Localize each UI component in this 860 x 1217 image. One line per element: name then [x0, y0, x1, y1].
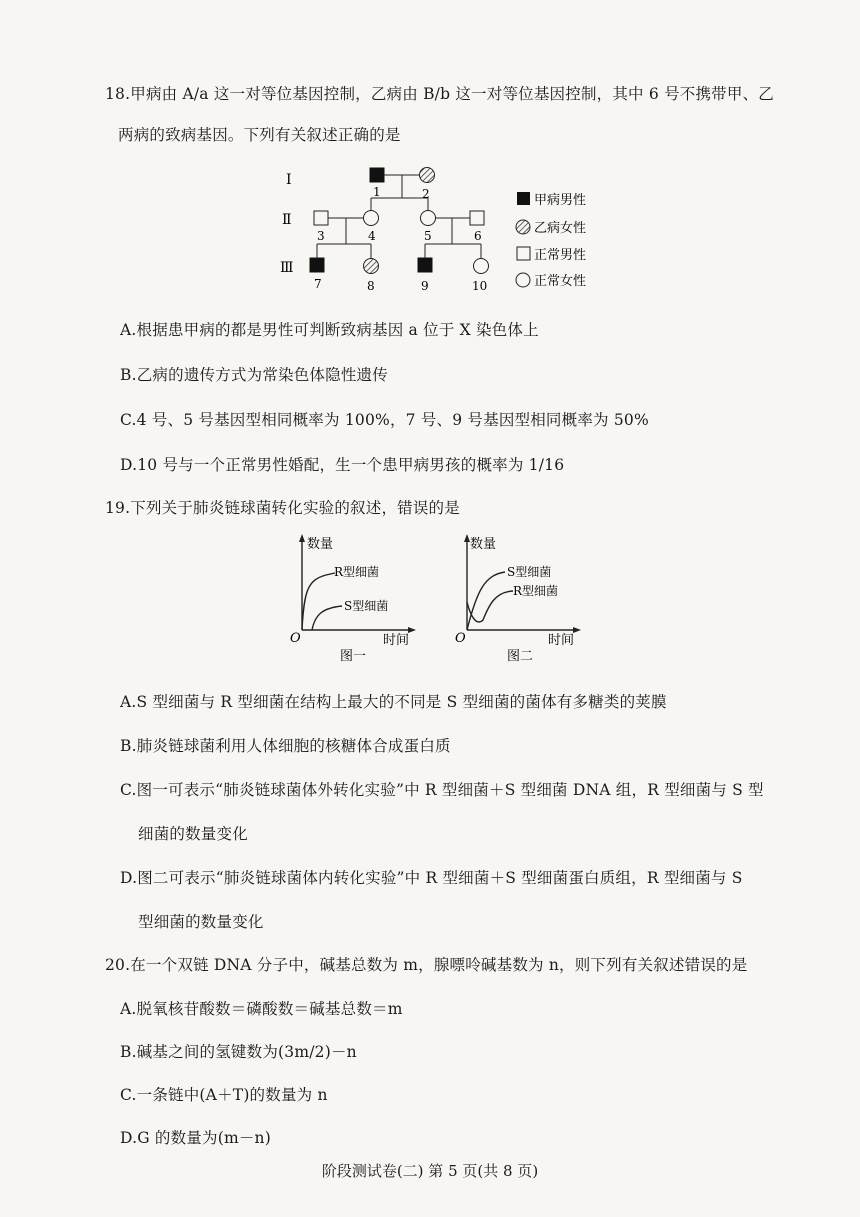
individual-9 [418, 258, 432, 272]
q20-stem: 20.在一个双链 DNA 分子中，碱基总数为 m，腺嘌呤碱基数为 n，则下列有关叙述错误的是 [105, 956, 748, 974]
individual-6 [470, 211, 484, 225]
legend-label-2: 乙病女性 [534, 221, 587, 236]
svg-text:7: 7 [314, 277, 322, 291]
individual-10 [474, 259, 489, 274]
fig1-s-curve [312, 606, 342, 630]
q18-option-c: C.4 号、5 号基因型相同概率为 100%，7 号、9 号基因型相同概率为 50% [120, 411, 649, 429]
q18-option-b: B.乙病的遗传方式为常染色体隐性遗传 [120, 366, 388, 384]
figure-2 [455, 530, 585, 670]
page-footer: 阶段测试卷(二) 第 5 页(共 8 页) [321, 1162, 539, 1180]
fig2-s-curve [467, 572, 505, 630]
svg-text:时间: 时间 [548, 633, 575, 648]
q20-option-d: D.G 的数量为(m－n) [120, 1129, 271, 1147]
gen-label-3: Ⅲ [280, 260, 294, 276]
figure-1 [290, 530, 420, 670]
legend-normal-female-icon [516, 273, 530, 287]
gen-label-2: Ⅱ [282, 212, 292, 228]
individual-3 [314, 211, 328, 225]
q20-option-b: B.碱基之间的氢键数为(3m/2)－n [120, 1043, 357, 1061]
svg-text:10: 10 [472, 279, 488, 293]
q19-option-d-line2: 型细菌的数量变化 [138, 913, 264, 931]
pedigree-chart [270, 158, 610, 298]
individual-5 [421, 211, 436, 226]
svg-text:R型细菌: R型细菌 [334, 565, 380, 579]
individual-2 [420, 168, 435, 183]
q19-option-c-line1: C.图一可表示“肺炎链球菌体外转化实验”中 R 型细菌＋S 型细菌 DNA 组，R 型细菌与 S 型 [120, 781, 764, 799]
q20-option-c: C.一条链中(A＋T)的数量为 n [120, 1086, 328, 1104]
svg-text:4: 4 [368, 229, 376, 243]
legend-affected-male-icon [517, 192, 530, 205]
q18-option-a: A.根据患甲病的都是男性可判断致病基因 a 位于 X 染色体上 [120, 321, 539, 339]
svg-text:9: 9 [421, 279, 429, 293]
svg-text:数量: 数量 [307, 537, 334, 552]
svg-text:图二: 图二 [507, 649, 534, 664]
svg-text:3: 3 [317, 229, 325, 243]
q18-stem-line1: 18.甲病由 A/a 这一对等位基因控制，乙病由 B/b 这一对等位基因控制，其中 6 号不携带甲、乙 [105, 85, 774, 103]
legend-normal-male-icon [517, 247, 530, 260]
svg-text:8: 8 [367, 279, 375, 293]
legend-label-1: 甲病男性 [534, 193, 587, 208]
fig1-r-curve [302, 573, 335, 630]
legend-label-3: 正常男性 [534, 248, 587, 263]
svg-text:时间: 时间 [383, 633, 410, 648]
q19-option-b: B.肺炎链球菌利用人体细胞的核糖体合成蛋白质 [120, 737, 451, 755]
svg-text:O: O [455, 631, 466, 646]
svg-text:2: 2 [422, 187, 430, 201]
q19-option-a: A.S 型细菌与 R 型细菌在结构上最大的不同是 S 型细菌的菌体有多糖类的荚膜 [120, 693, 667, 711]
q18-stem-line2: 两病的致病基因。下列有关叙述正确的是 [118, 126, 401, 144]
svg-text:图一: 图一 [340, 649, 367, 664]
individual-8 [364, 259, 379, 274]
individual-1 [370, 168, 384, 182]
svg-text:R型细菌: R型细菌 [513, 584, 559, 598]
svg-text:O: O [290, 631, 301, 646]
svg-text:S型细菌: S型细菌 [507, 565, 552, 579]
q19-stem: 19.下列关于肺炎链球菌转化实验的叙述，错误的是 [105, 499, 460, 517]
individual-4 [364, 211, 379, 226]
svg-text:S型细菌: S型细菌 [344, 599, 389, 613]
q19-option-c-line2: 细菌的数量变化 [138, 825, 248, 843]
svg-text:6: 6 [474, 229, 482, 243]
legend-label-4: 正常女性 [534, 274, 587, 289]
individual-7 [310, 258, 324, 272]
svg-text:5: 5 [424, 229, 432, 243]
q19-option-d-line1: D.图二可表示“肺炎链球菌体内转化实验”中 R 型细菌＋S 型细菌蛋白质组，R 型细菌与 S [120, 869, 743, 887]
legend-affected-female-icon [516, 220, 530, 234]
q20-option-a: A.脱氧核苷酸数＝磷酸数＝碱基总数＝m [120, 1000, 403, 1018]
q18-option-d: D.10 号与一个正常男性婚配，生一个患甲病男孩的概率为 1/16 [120, 456, 565, 474]
gen-label-1: Ⅰ [286, 172, 292, 188]
svg-text:数量: 数量 [470, 537, 497, 552]
svg-text:1: 1 [373, 185, 381, 199]
